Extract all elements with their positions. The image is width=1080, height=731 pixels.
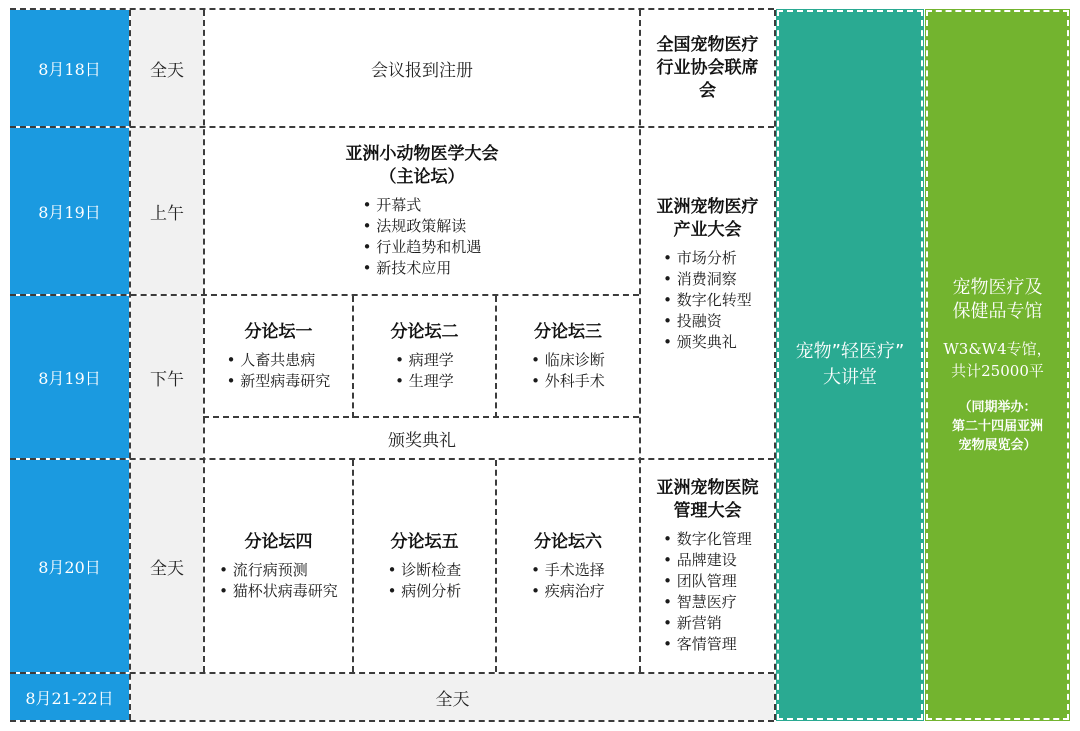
list-item: • 智慧医疗 (663, 592, 752, 613)
sub-forum-2 (354, 296, 495, 416)
list-item: • 生理学 (395, 371, 454, 392)
grid-line (495, 460, 497, 672)
award-ceremony-label: 颁奖典礼 (388, 430, 456, 451)
grid-line (203, 416, 639, 418)
list-item: • 新技术应用 (363, 258, 482, 279)
list-item: • 病例分析 (388, 581, 462, 602)
grid-line (129, 10, 131, 720)
pavilion-title-line1: 宠物医疗及 (952, 276, 1043, 298)
list-item: • 流行病预测 (219, 560, 338, 581)
sub-forum-title: 分论坛六 (534, 531, 602, 552)
grid-line (10, 720, 774, 722)
list-item: • 市场分析 (663, 248, 752, 269)
pavilion-title-line2: 保健品专馆 (952, 300, 1043, 322)
period-cell-r5 (131, 674, 774, 720)
period-cell-r1 (131, 10, 203, 126)
sub-forum-title: 分论坛四 (244, 531, 313, 552)
industry-list (663, 248, 752, 353)
date-cell-aug19-pm (10, 296, 129, 458)
association-line1: 全国宠物医疗 (656, 34, 759, 55)
sub-forum-4 (205, 460, 352, 672)
date-cell-aug19-am (10, 128, 129, 294)
list-item: • 猫杯状病毒研究 (219, 581, 338, 602)
association-line3: 会 (699, 80, 716, 101)
date-cell-aug20 (10, 460, 129, 672)
pavilion-hall: W3&W4专馆， (943, 339, 1052, 358)
period-cell-r2 (131, 128, 203, 294)
sub-forum-list (531, 560, 605, 602)
main-forum-list (363, 195, 482, 279)
industry-title-line2: 产业大会 (673, 219, 742, 240)
association-meeting-cell (641, 10, 774, 126)
list-item: • 临床诊断 (531, 350, 605, 371)
period-cell-r4 (131, 460, 203, 672)
grid-line (774, 10, 776, 720)
date-label: 8月19日 (38, 202, 101, 222)
pavilion-note-line3: 宠物展览会） (958, 437, 1037, 453)
association-line2: 行业协会联席 (656, 57, 759, 78)
grid-line (495, 296, 497, 418)
period-cell-r3 (131, 296, 203, 458)
lecture-hall-panel (777, 10, 923, 720)
grid-line (203, 10, 205, 672)
industry-conference-cell (641, 128, 774, 458)
list-item: • 数字化转型 (663, 290, 752, 311)
date-label: 8月20日 (38, 557, 101, 577)
grid-line (352, 460, 354, 672)
list-item: • 品牌建设 (663, 550, 752, 571)
registration-label: 会议报到注册 (371, 60, 473, 81)
date-label: 8月18日 (38, 59, 101, 79)
list-item: • 消费洞察 (663, 269, 752, 290)
award-ceremony-cell (205, 418, 639, 458)
hospital-title-line1: 亚洲宠物医院 (656, 478, 759, 498)
sub-forum-title: 分论坛一 (244, 321, 313, 342)
grid-line (10, 126, 774, 128)
sub-forum-list (227, 350, 331, 392)
pavilion-area: 共计25000平 (951, 361, 1044, 380)
list-item: • 外科手术 (531, 371, 605, 392)
list-item: • 数字化管理 (663, 529, 752, 550)
pavilion-panel (926, 10, 1069, 720)
list-item: • 开幕式 (363, 195, 482, 216)
hospital-title-line2: 管理大会 (673, 501, 742, 521)
sub-forum-6 (497, 460, 639, 672)
list-item: • 新型病毒研究 (227, 371, 331, 392)
date-label: 8月19日 (38, 368, 101, 388)
registration-cell (205, 10, 639, 126)
sub-forum-1 (205, 296, 352, 416)
grid-line (10, 458, 774, 460)
list-item: • 病理学 (395, 350, 454, 371)
grid-line (352, 296, 354, 418)
grid-line (639, 10, 641, 672)
sub-forum-title: 分论坛五 (390, 531, 459, 552)
hospital-management-cell (641, 460, 774, 672)
list-item: • 疾病治疗 (531, 581, 605, 602)
date-cell-aug18 (10, 10, 129, 126)
list-item: • 投融资 (663, 311, 752, 332)
list-item: • 行业趋势和机遇 (363, 237, 482, 258)
hospital-list (663, 529, 752, 655)
grid-line (10, 672, 774, 674)
list-item: • 团队管理 (663, 571, 752, 592)
period-label: 全天 (150, 60, 184, 81)
main-forum-title: 亚洲小动物医学大会 (345, 144, 499, 164)
list-item: • 人畜共患病 (227, 350, 331, 371)
lecture-title-line2: 大讲堂 (823, 367, 877, 388)
main-forum-subtitle: （主论坛） (379, 167, 465, 187)
list-item: • 法规政策解读 (363, 216, 482, 237)
list-item: • 诊断检查 (388, 560, 462, 581)
sub-forum-3 (497, 296, 639, 416)
list-item: • 颁奖典礼 (663, 332, 752, 353)
date-label: 8月21-22日 (25, 688, 114, 708)
period-label: 全天 (435, 689, 470, 710)
main-forum-cell (205, 128, 639, 294)
list-item: • 客情管理 (663, 634, 752, 655)
sub-forum-list (395, 350, 454, 392)
sub-forum-list (388, 560, 462, 602)
date-cell-aug21-22 (10, 674, 129, 720)
grid-line (10, 294, 639, 296)
pavilion-note-line2: 第二十四届亚洲 (951, 418, 1043, 434)
lecture-title-line1: 宠物”轻医疗” (795, 341, 905, 362)
grid-line (10, 8, 774, 10)
list-item: • 手术选择 (531, 560, 605, 581)
period-label: 下午 (150, 369, 184, 390)
sub-forum-5 (354, 460, 495, 672)
period-label: 上午 (150, 203, 184, 224)
industry-title-line1: 亚洲宠物医疗 (656, 196, 759, 217)
pavilion-note-line1: （同期举办： (958, 399, 1037, 415)
list-item: • 新营销 (663, 613, 752, 634)
sub-forum-title: 分论坛三 (534, 321, 602, 342)
period-label: 全天 (150, 558, 184, 579)
sub-forum-list (531, 350, 605, 392)
sub-forum-list (219, 560, 338, 602)
sub-forum-title: 分论坛二 (390, 321, 459, 342)
